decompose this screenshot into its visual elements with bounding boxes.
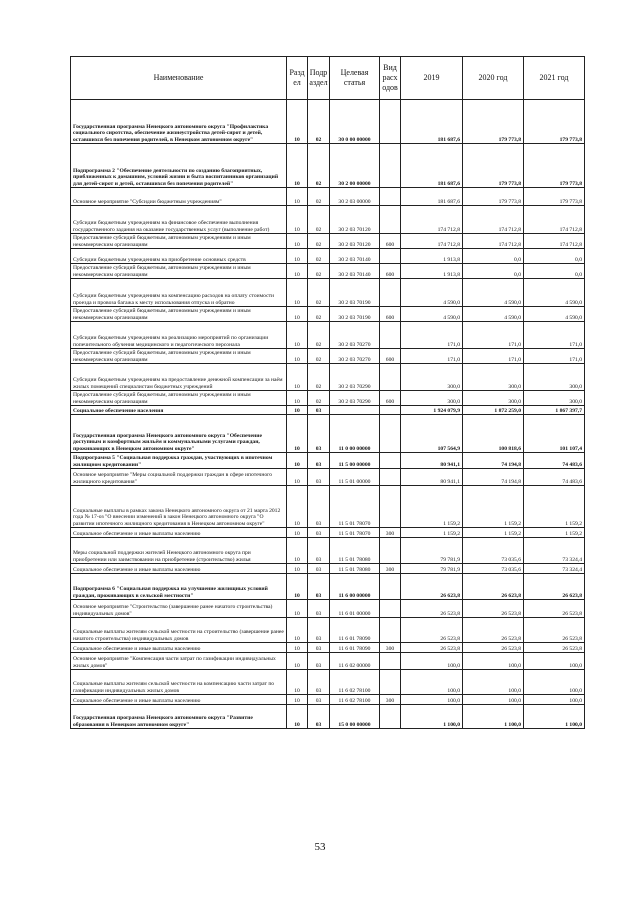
- table-row: [71, 144, 585, 188]
- row-name: Субсидии бюджетным учреждениям на приобретение основных средств: [71, 249, 287, 264]
- row-amount-2020: 179 773,8: [463, 188, 524, 206]
- row-amount-2020: 171,0: [463, 322, 524, 349]
- table-row: [71, 705, 585, 729]
- col-header-expense-type: Вид расходов: [380, 57, 401, 100]
- col-header-target-article: Целевая статья: [330, 57, 380, 100]
- row-expense-type: [380, 670, 401, 695]
- row-subsection: 03: [308, 469, 330, 486]
- table-row: [71, 564, 585, 574]
- row-amount-2019: 181 687,6: [401, 100, 463, 144]
- row-amount-2021: 73 324,4: [524, 538, 585, 564]
- row-section: 10: [287, 100, 308, 144]
- row-amount-2020: 1 159,2: [463, 528, 524, 538]
- row-section: 10: [287, 453, 308, 469]
- row-name: Основное мероприятие "Компенсация части затрат по газификации индивидуальных жилых домов": [71, 653, 287, 670]
- row-expense-type: [380, 406, 401, 415]
- row-amount-2020: 100,0: [463, 670, 524, 695]
- table-row: [71, 100, 585, 144]
- row-expense-type: [380, 574, 401, 600]
- row-amount-2019: 100,0: [401, 670, 463, 695]
- row-target-article: 11 6 02 00000: [330, 653, 380, 670]
- row-amount-2021: 100,0: [524, 653, 585, 670]
- table-row: [71, 618, 585, 643]
- col-header-2020: 2020 год: [463, 57, 524, 100]
- row-amount-2020: 179 773,8: [463, 144, 524, 188]
- row-expense-type: [380, 249, 401, 264]
- row-amount-2020: 174 712,8: [463, 234, 524, 249]
- row-name: Субсидии бюджетным учреждениям на компенсацию расходов на оплату стоимости проезда и провоза багажа к месту использования отпуска и обратно: [71, 279, 287, 307]
- table-row: [71, 249, 585, 264]
- row-amount-2019: 1 913,8: [401, 264, 463, 279]
- row-expense-type: 300: [380, 643, 401, 653]
- row-section: 10: [287, 234, 308, 249]
- row-expense-type: [380, 279, 401, 307]
- row-amount-2020: 100,0: [463, 695, 524, 705]
- row-amount-2021: 0,0: [524, 249, 585, 264]
- row-name: Социальное обеспечение населения: [71, 406, 287, 415]
- row-amount-2019: 26 523,8: [401, 618, 463, 643]
- row-expense-type: 300: [380, 528, 401, 538]
- table-row: [71, 234, 585, 249]
- row-section: 10: [287, 364, 308, 391]
- row-subsection: 03: [308, 453, 330, 469]
- row-expense-type: 600: [380, 391, 401, 406]
- row-name: Государственная программа Ненецкого автономного округа "Профилактика социального сиротства, обеспечение жизнеустройства детей-сирот и детей, оставшихся без попечения родителей, в Ненецком автономном округе": [71, 100, 287, 144]
- row-subsection: 02: [308, 349, 330, 364]
- row-amount-2021: 73 324,4: [524, 564, 585, 574]
- row-name: Предоставление субсидий бюджетным, автономным учреждениям и иным некоммерческим организациям: [71, 264, 287, 279]
- row-name: Основное мероприятие "Меры социальной поддержки граждан в сфере ипотечного жилищного кредитования": [71, 469, 287, 486]
- row-expense-type: [380, 469, 401, 486]
- row-amount-2019: 171,0: [401, 322, 463, 349]
- row-target-article: 30 2 03 70140: [330, 249, 380, 264]
- budget-table: [70, 56, 585, 729]
- row-amount-2020: 1 872 259,0: [463, 406, 524, 415]
- row-amount-2021: 174 712,8: [524, 206, 585, 234]
- row-amount-2019: 181 687,6: [401, 144, 463, 188]
- row-name: Социальное обеспечение и иные выплаты населению: [71, 564, 287, 574]
- row-name: Основное мероприятие "Субсидии бюджетным учреждениям": [71, 188, 287, 206]
- table-row: [71, 574, 585, 600]
- table-row: [71, 453, 585, 469]
- row-expense-type: [380, 653, 401, 670]
- row-expense-type: [380, 322, 401, 349]
- row-amount-2020: 73 035,6: [463, 564, 524, 574]
- table-row: [71, 406, 585, 415]
- row-target-article: 11 5 01 78080: [330, 538, 380, 564]
- table-row: [71, 653, 585, 670]
- row-expense-type: [380, 364, 401, 391]
- row-name: Подпрограмма 6 "Социальная поддержка на улучшение жилищных условий граждан, проживающих в сельской местности": [71, 574, 287, 600]
- row-amount-2020: 26 523,8: [463, 643, 524, 653]
- row-amount-2021: 26 523,8: [524, 643, 585, 653]
- row-target-article: 11 6 01 78090: [330, 618, 380, 643]
- row-name: Предоставление субсидий бюджетным, автономным учреждениям и иным некоммерческим организациям: [71, 391, 287, 406]
- row-amount-2021: 100,0: [524, 695, 585, 705]
- row-target-article: 11 6 00 00000: [330, 574, 380, 600]
- row-amount-2021: 74 483,6: [524, 469, 585, 486]
- row-target-article: 11 5 01 78070: [330, 486, 380, 528]
- row-amount-2020: 26 523,8: [463, 600, 524, 618]
- row-subsection: 02: [308, 100, 330, 144]
- row-section: 10: [287, 528, 308, 538]
- table-row: [71, 279, 585, 307]
- row-subsection: 03: [308, 406, 330, 415]
- row-target-article: 30 2 03 70270: [330, 349, 380, 364]
- table-row: [71, 528, 585, 538]
- col-header-2019: 2019: [401, 57, 463, 100]
- table-row: [71, 695, 585, 705]
- row-amount-2020: 4 590,0: [463, 307, 524, 322]
- row-name: Государственная программа Ненецкого автономного округа "Обеспечение доступным и комфортным жильём и коммунальными услугами граждан, проживающих в Ненецком автономном округе": [71, 415, 287, 453]
- row-subsection: 02: [308, 234, 330, 249]
- table-row: [71, 600, 585, 618]
- row-subsection: 03: [308, 670, 330, 695]
- row-expense-type: [380, 188, 401, 206]
- page-number: 53: [314, 841, 326, 853]
- row-amount-2021: 179 773,8: [524, 144, 585, 188]
- row-amount-2020: 74 194,8: [463, 469, 524, 486]
- row-name: Социальные выплаты жителям сельской местности на строительство (завершение ранее начатого строительства) индивидуальных домов: [71, 618, 287, 643]
- row-name: Государственная программа Ненецкого автономного округа "Развитие образования в Ненецком автономном округе": [71, 705, 287, 729]
- row-amount-2020: 1 100,0: [463, 705, 524, 729]
- row-target-article: 30 2 03 70190: [330, 307, 380, 322]
- row-amount-2020: 74 194,8: [463, 453, 524, 469]
- row-target-article: 30 2 03 70290: [330, 364, 380, 391]
- row-expense-type: [380, 600, 401, 618]
- row-subsection: 03: [308, 574, 330, 600]
- row-amount-2020: 26 523,8: [463, 618, 524, 643]
- row-amount-2019: 300,0: [401, 364, 463, 391]
- row-section: 10: [287, 618, 308, 643]
- row-name: Социальное обеспечение и иные выплаты населению: [71, 528, 287, 538]
- row-subsection: 02: [308, 249, 330, 264]
- row-amount-2020: 174 712,8: [463, 206, 524, 234]
- row-subsection: 02: [308, 188, 330, 206]
- row-name: Социальные выплаты жителям сельской местности на компенсацию части затрат по газификации индивидуальных жилых домов: [71, 670, 287, 695]
- table-row: [71, 670, 585, 695]
- row-expense-type: 300: [380, 564, 401, 574]
- row-subsection: 02: [308, 144, 330, 188]
- row-amount-2019: 79 781,9: [401, 564, 463, 574]
- row-amount-2019: 80 941,1: [401, 469, 463, 486]
- row-expense-type: [380, 538, 401, 564]
- table-row: [71, 486, 585, 528]
- row-amount-2021: 171,0: [524, 322, 585, 349]
- row-amount-2021: 4 590,0: [524, 279, 585, 307]
- row-amount-2021: 26 523,8: [524, 618, 585, 643]
- row-section: 10: [287, 249, 308, 264]
- row-expense-type: [380, 206, 401, 234]
- table-row: [71, 322, 585, 349]
- table-row: [71, 349, 585, 364]
- row-target-article: 30 2 03 70190: [330, 279, 380, 307]
- row-subsection: 02: [308, 279, 330, 307]
- row-subsection: 03: [308, 415, 330, 453]
- row-section: 10: [287, 144, 308, 188]
- row-amount-2021: 1 159,2: [524, 486, 585, 528]
- row-amount-2020: 100,0: [463, 653, 524, 670]
- row-subsection: 02: [308, 391, 330, 406]
- row-section: 10: [287, 670, 308, 695]
- row-amount-2021: 179 773,8: [524, 100, 585, 144]
- row-section: 10: [287, 564, 308, 574]
- row-expense-type: 600: [380, 349, 401, 364]
- row-target-article: 30 2 03 70270: [330, 322, 380, 349]
- table-row: [71, 364, 585, 391]
- row-target-article: 30 2 00 00000: [330, 144, 380, 188]
- table-body: [71, 100, 585, 729]
- row-name: Предоставление субсидий бюджетным, автономным учреждениям и иным некоммерческим организациям: [71, 234, 287, 249]
- row-amount-2020: 100 818,6: [463, 415, 524, 453]
- row-expense-type: 600: [380, 234, 401, 249]
- row-subsection: 03: [308, 653, 330, 670]
- row-amount-2019: 174 712,8: [401, 206, 463, 234]
- row-amount-2021: 171,0: [524, 349, 585, 364]
- row-section: 10: [287, 406, 308, 415]
- row-section: 10: [287, 653, 308, 670]
- row-amount-2020: 26 623,8: [463, 574, 524, 600]
- row-subsection: 03: [308, 695, 330, 705]
- row-section: 10: [287, 322, 308, 349]
- budget-page: [70, 56, 584, 729]
- row-target-article: 11 5 01 00000: [330, 469, 380, 486]
- row-section: 10: [287, 643, 308, 653]
- row-amount-2019: 100,0: [401, 695, 463, 705]
- row-subsection: 03: [308, 705, 330, 729]
- row-subsection: 03: [308, 528, 330, 538]
- row-target-article: 15 0 00 00000: [330, 705, 380, 729]
- row-target-article: 30 0 00 00000: [330, 100, 380, 144]
- row-amount-2021: 174 712,8: [524, 234, 585, 249]
- row-subsection: 03: [308, 538, 330, 564]
- row-amount-2019: 4 590,0: [401, 279, 463, 307]
- row-expense-type: 600: [380, 307, 401, 322]
- row-section: 10: [287, 469, 308, 486]
- row-amount-2020: 171,0: [463, 349, 524, 364]
- row-amount-2021: 300,0: [524, 364, 585, 391]
- row-expense-type: [380, 618, 401, 643]
- table-row: [71, 469, 585, 486]
- col-header-2021: 2021 год: [524, 57, 585, 100]
- row-section: 10: [287, 486, 308, 528]
- row-section: 10: [287, 538, 308, 564]
- row-amount-2020: 1 159,2: [463, 486, 524, 528]
- row-amount-2021: 100,0: [524, 670, 585, 695]
- row-amount-2019: 1 913,8: [401, 249, 463, 264]
- row-amount-2021: 300,0: [524, 391, 585, 406]
- row-amount-2019: 26 523,8: [401, 600, 463, 618]
- row-amount-2019: 300,0: [401, 391, 463, 406]
- table-row: [71, 415, 585, 453]
- row-amount-2021: 74 483,6: [524, 453, 585, 469]
- row-section: 10: [287, 264, 308, 279]
- row-expense-type: [380, 705, 401, 729]
- row-name: Предоставление субсидий бюджетным, автономным учреждениям и иным некоммерческим организациям: [71, 349, 287, 364]
- table-row: [71, 538, 585, 564]
- row-amount-2019: 79 781,9: [401, 538, 463, 564]
- row-section: 10: [287, 600, 308, 618]
- row-section: 10: [287, 415, 308, 453]
- row-amount-2020: 179 773,8: [463, 100, 524, 144]
- row-amount-2020: 300,0: [463, 364, 524, 391]
- row-amount-2020: 0,0: [463, 264, 524, 279]
- row-subsection: 02: [308, 307, 330, 322]
- row-expense-type: 600: [380, 264, 401, 279]
- row-expense-type: [380, 453, 401, 469]
- row-subsection: 02: [308, 264, 330, 279]
- row-amount-2020: 300,0: [463, 391, 524, 406]
- row-subsection: 03: [308, 600, 330, 618]
- row-target-article: 11 5 00 00000: [330, 453, 380, 469]
- col-header-subsection: Подраздел: [308, 57, 330, 100]
- table-header: [71, 57, 585, 100]
- row-subsection: 03: [308, 643, 330, 653]
- row-amount-2019: 26 623,8: [401, 574, 463, 600]
- row-amount-2019: 107 564,9: [401, 415, 463, 453]
- table-row: [71, 188, 585, 206]
- row-subsection: 03: [308, 486, 330, 528]
- row-name: Социальное обеспечение и иные выплаты населению: [71, 643, 287, 653]
- row-name: Субсидии бюджетным учреждениям на финансовое обеспечение выполнения государственного задания на оказание государственных услуг (выполнение работ): [71, 206, 287, 234]
- row-expense-type: [380, 144, 401, 188]
- row-amount-2021: 179 773,8: [524, 188, 585, 206]
- row-amount-2019: 4 590,0: [401, 307, 463, 322]
- row-target-article: 11 6 01 78090: [330, 643, 380, 653]
- row-subsection: 02: [308, 322, 330, 349]
- row-section: 10: [287, 188, 308, 206]
- table-row: [71, 391, 585, 406]
- row-section: 10: [287, 705, 308, 729]
- row-target-article: 11 6 02 78100: [330, 695, 380, 705]
- row-name: Субсидии бюджетным учреждениям на предоставление денежной компенсации за наём жилых помещений специалистам бюджетных учреждений: [71, 364, 287, 391]
- row-target-article: [330, 406, 380, 415]
- row-amount-2021: 26 523,8: [524, 600, 585, 618]
- row-section: 10: [287, 307, 308, 322]
- row-amount-2019: 174 712,8: [401, 234, 463, 249]
- row-name: Социальные выплаты в рамках закона Ненецкого автономного округа от 21 марта 2012 года № 17-оз "О внесении изменений в закон Ненецкого автономного округа "О развитии ипотечного жилищного кредитования в Ненецком автономном округе": [71, 486, 287, 528]
- col-header-section: Раздел: [287, 57, 308, 100]
- row-name: Подпрограмма 2 "Обеспечение деятельности по созданию благоприятных, приближенных к домашним, условий жизни и быта воспитанников организаций для детей-сирот и детей, оставшихся без попечения родителей": [71, 144, 287, 188]
- table-row: [71, 643, 585, 653]
- row-name: Предоставление субсидий бюджетным, автономным учреждениям и иным некоммерческим организациям: [71, 307, 287, 322]
- row-section: 10: [287, 574, 308, 600]
- row-expense-type: [380, 486, 401, 528]
- row-amount-2019: 1 159,2: [401, 528, 463, 538]
- row-target-article: 11 5 01 78070: [330, 528, 380, 538]
- row-amount-2019: 100,0: [401, 653, 463, 670]
- row-section: 10: [287, 695, 308, 705]
- row-amount-2020: 73 035,6: [463, 538, 524, 564]
- row-amount-2021: 1 100,0: [524, 705, 585, 729]
- row-section: 10: [287, 391, 308, 406]
- row-target-article: 30 2 03 00000: [330, 188, 380, 206]
- row-amount-2019: 1 924 079,9: [401, 406, 463, 415]
- row-name: Субсидии бюджетным учреждениям на реализацию мероприятий по организации попечительного обучения медицинского и педагогического персонала: [71, 322, 287, 349]
- row-amount-2019: 1 159,2: [401, 486, 463, 528]
- row-subsection: 03: [308, 564, 330, 574]
- row-amount-2021: 101 107,4: [524, 415, 585, 453]
- row-amount-2021: 0,0: [524, 264, 585, 279]
- row-section: 10: [287, 279, 308, 307]
- row-expense-type: 300: [380, 695, 401, 705]
- row-section: 10: [287, 349, 308, 364]
- row-amount-2020: 4 590,0: [463, 279, 524, 307]
- row-amount-2021: 1 867 397,7: [524, 406, 585, 415]
- row-name: Подпрограмма 5 "Социальная поддержка граждан, участвующих в ипотечном жилищном кредитовании": [71, 453, 287, 469]
- row-subsection: 02: [308, 206, 330, 234]
- row-subsection: 02: [308, 364, 330, 391]
- row-amount-2019: 26 523,8: [401, 643, 463, 653]
- row-subsection: 03: [308, 618, 330, 643]
- row-amount-2021: 26 623,8: [524, 574, 585, 600]
- row-name: Основное мероприятие "Строительство (завершение ранее начатого строительства) индивидуальных домов": [71, 600, 287, 618]
- row-target-article: 11 6 01 00000: [330, 600, 380, 618]
- row-target-article: 30 2 03 70140: [330, 264, 380, 279]
- row-amount-2021: 4 590,0: [524, 307, 585, 322]
- row-expense-type: [380, 415, 401, 453]
- row-expense-type: [380, 100, 401, 144]
- col-header-name: Наименование: [71, 57, 287, 100]
- row-amount-2019: 80 941,1: [401, 453, 463, 469]
- table-row: [71, 307, 585, 322]
- row-target-article: 30 2 03 70290: [330, 391, 380, 406]
- table-row: [71, 264, 585, 279]
- row-name: Меры социальной поддержки жителей Ненецкого автономного округа при приобретении или заимствовании на приобретение (строительство) жилья: [71, 538, 287, 564]
- row-amount-2020: 0,0: [463, 249, 524, 264]
- row-amount-2019: 1 100,0: [401, 705, 463, 729]
- row-name: Социальное обеспечение и иные выплаты населению: [71, 695, 287, 705]
- row-amount-2019: 171,0: [401, 349, 463, 364]
- row-target-article: 11 0 00 00000: [330, 415, 380, 453]
- row-section: 10: [287, 206, 308, 234]
- row-target-article: 11 6 02 78100: [330, 670, 380, 695]
- row-target-article: 30 2 03 70120: [330, 206, 380, 234]
- table-row: [71, 206, 585, 234]
- row-amount-2019: 181 687,6: [401, 188, 463, 206]
- row-target-article: 11 5 01 78080: [330, 564, 380, 574]
- row-amount-2021: 1 159,2: [524, 528, 585, 538]
- row-target-article: 30 2 03 70120: [330, 234, 380, 249]
